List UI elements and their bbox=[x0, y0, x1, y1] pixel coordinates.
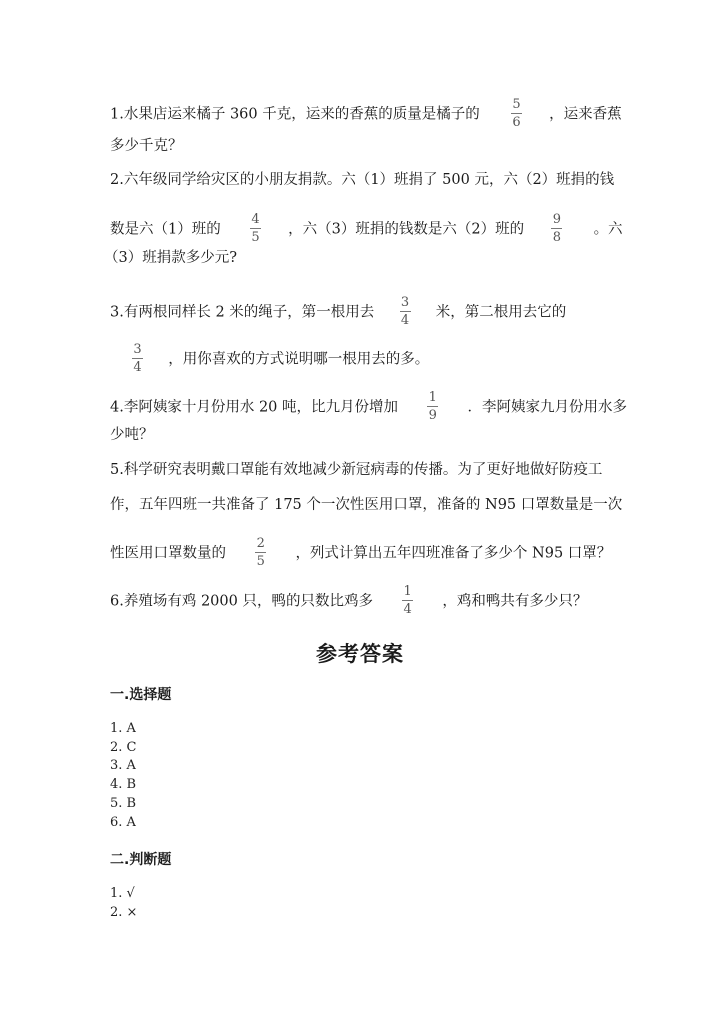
q5-text-b: ，列式计算出五年四班准备了多少个 N95 口罩？ bbox=[295, 545, 612, 562]
q6-text-a: 6.养殖场有鸡 2000 只，鸭的只数比鸡多 bbox=[110, 593, 373, 610]
q3-fraction-1-numerator: 3 bbox=[400, 295, 410, 310]
choice-answer-4: 4. B bbox=[110, 777, 137, 792]
q2-fraction-2 bbox=[551, 212, 562, 245]
q1-fraction-numerator: 5 bbox=[512, 97, 521, 112]
q5-line2: 作，五年四班一共准备了 175 个一次性医用口罩，准备的 N95 口罩数量是一次 bbox=[110, 497, 623, 513]
q6-line1 bbox=[110, 585, 587, 618]
q2-fraction-1-numerator: 4 bbox=[251, 212, 260, 227]
q5-line3 bbox=[110, 537, 611, 570]
q3-line1 bbox=[110, 296, 566, 329]
q3-fraction-1-denominator: 4 bbox=[400, 313, 410, 328]
q3-fraction-2 bbox=[132, 342, 143, 375]
q3-text-b: 米，第二根用去它的 bbox=[435, 304, 567, 321]
q1-fraction bbox=[511, 97, 522, 130]
q1-line2: 多少千克？ bbox=[110, 138, 183, 154]
q2-line2 bbox=[110, 213, 623, 246]
q6-fraction-denominator: 4 bbox=[403, 602, 412, 617]
q2-text-a: 数是六（1）班的 bbox=[110, 221, 221, 238]
q4-text-a: 4.李阿姨家十月份用水 20 吨，比九月份增加 bbox=[110, 399, 399, 416]
q6-fraction-numerator: 1 bbox=[403, 584, 412, 599]
q2-fraction-2-numerator: 9 bbox=[552, 212, 561, 227]
q3-fraction-2-numerator: 3 bbox=[133, 342, 142, 357]
q1-fraction-denominator: 6 bbox=[512, 115, 521, 130]
q3-text-b2: ，用你喜欢的方式说明哪一根用去的多。 bbox=[168, 351, 430, 368]
choice-answer-5: 5. B bbox=[110, 796, 137, 811]
q2-line1: 2.六年级同学给灾区的小朋友捐款。六（1）班捐了 500 元，六（2）班捐的钱 bbox=[110, 172, 615, 188]
q1-text-b: ，运来香蕉 bbox=[549, 106, 622, 123]
q5-fraction-denominator: 5 bbox=[256, 554, 265, 569]
q2-fraction-2-denominator: 8 bbox=[552, 230, 561, 245]
q3-fraction-2-denominator: 4 bbox=[133, 360, 142, 375]
choice-answer-3: 3. A bbox=[110, 758, 136, 773]
section-choice-heading: 一.选择题 bbox=[110, 687, 172, 703]
q4-line1 bbox=[110, 391, 627, 424]
q4-fraction-numerator: 1 bbox=[428, 390, 437, 405]
q6-fraction bbox=[402, 584, 413, 617]
answers-title: 参考答案 bbox=[316, 641, 404, 666]
section-judge-heading: 二.判断题 bbox=[110, 852, 172, 868]
q2-text-b: ，六（3）班捐的钱数是六（2）班的 bbox=[288, 221, 525, 238]
q5-fraction-numerator: 2 bbox=[256, 536, 265, 551]
q2-text-c: 。六 bbox=[593, 221, 623, 238]
q5-fraction bbox=[255, 536, 266, 569]
q2-fraction-1-denominator: 5 bbox=[251, 230, 260, 245]
q2-line3: （3）班捐款多少元? bbox=[104, 250, 237, 266]
q1-text-a: 1.水果店运来橘子 360 千克，运来的香蕉的质量是橘子的 bbox=[110, 106, 480, 123]
q5-line1: 5.科学研究表明戴口罩能有效地减少新冠病毒的传播。为了更好地做好防疫工 bbox=[110, 462, 603, 478]
q4-text-b: ．李阿姨家九月份用水多 bbox=[467, 399, 627, 416]
choice-answer-6: 6. A bbox=[110, 815, 136, 830]
q4-fraction bbox=[427, 390, 438, 423]
q5-text-a: 性医用口罩数量的 bbox=[110, 545, 226, 562]
q1-line1 bbox=[110, 98, 622, 131]
q2-fraction-1 bbox=[250, 212, 261, 245]
q4-line2: 少吨？ bbox=[110, 427, 154, 443]
q3-text-a: 3.有两根同样长 2 米的绳子，第一根用去 bbox=[110, 304, 375, 321]
choice-answer-1: 1. A bbox=[110, 721, 136, 736]
q4-fraction-denominator: 9 bbox=[428, 408, 437, 423]
q6-text-b: ，鸡和鸭共有多少只？ bbox=[442, 593, 588, 610]
judge-answer-1: 1. √ bbox=[110, 886, 135, 901]
choice-answer-2: 2. C bbox=[110, 740, 137, 755]
q3-line2 bbox=[130, 343, 429, 376]
judge-answer-2: 2. × bbox=[110, 905, 138, 920]
q3-fraction-1 bbox=[400, 295, 411, 328]
